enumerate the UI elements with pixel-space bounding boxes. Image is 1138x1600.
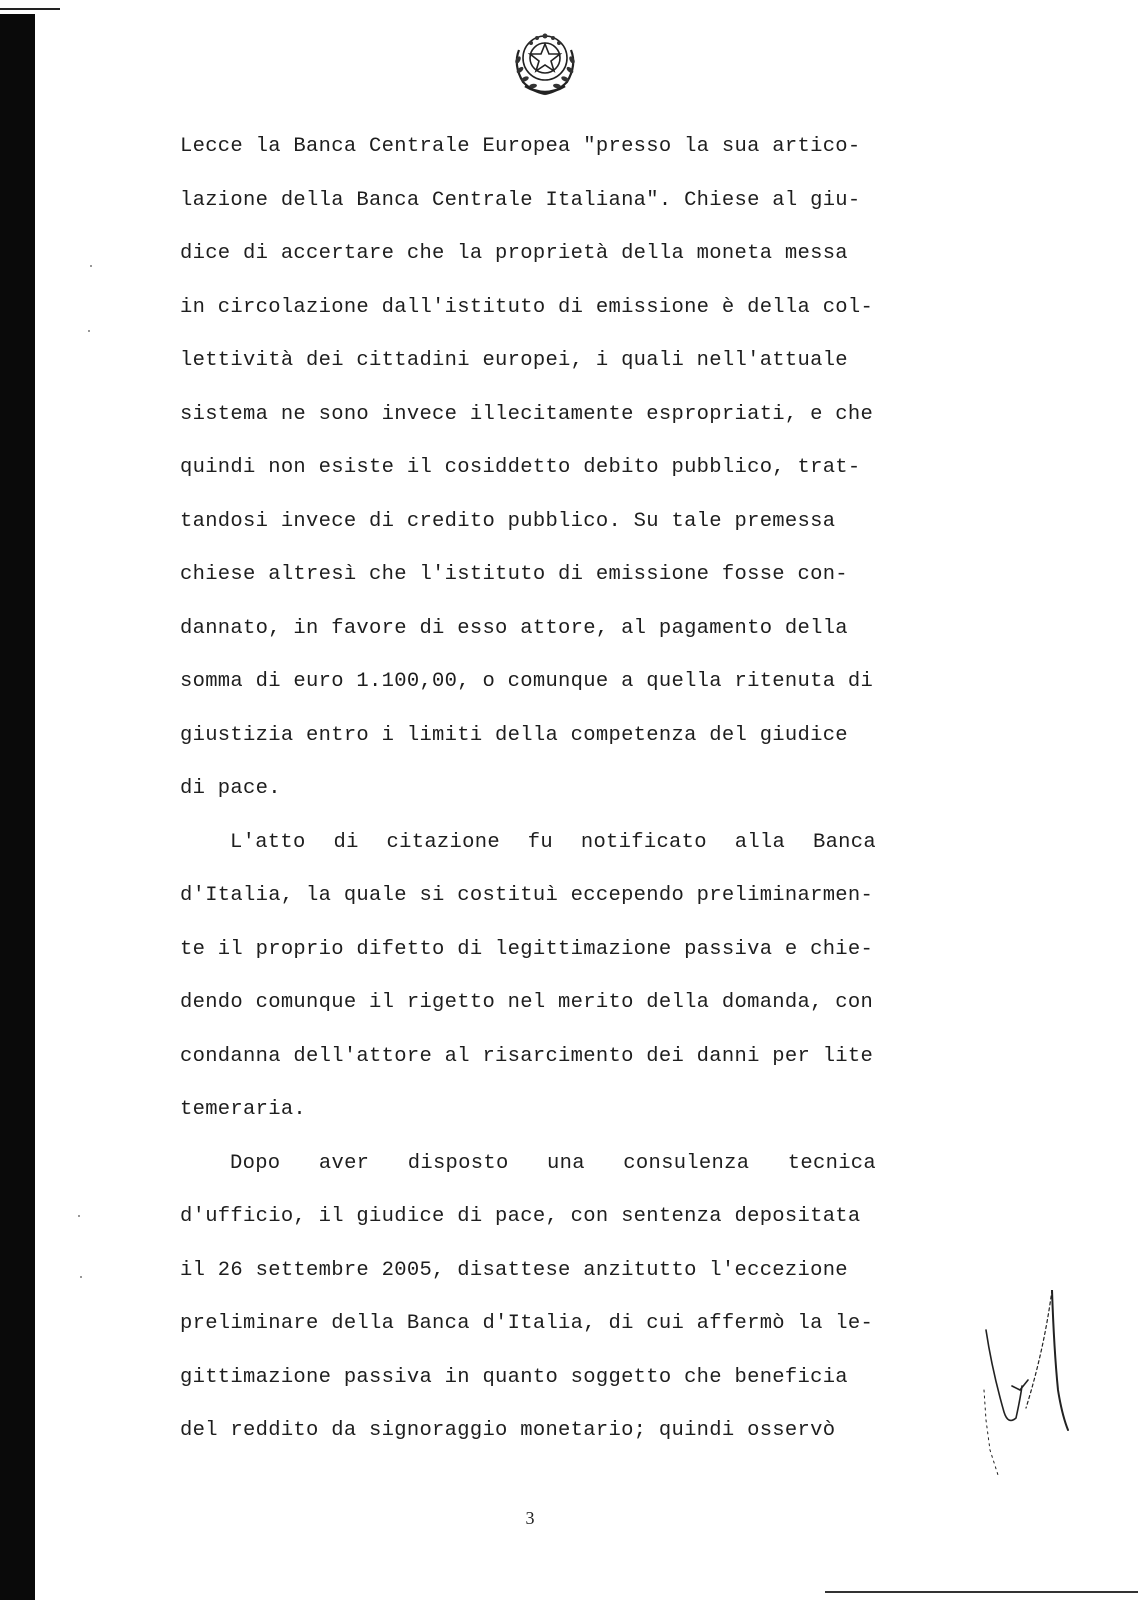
handwritten-initials-icon	[982, 1290, 1102, 1490]
page-number: 3	[525, 1508, 535, 1528]
text-line: quindi non esiste il cosiddetto debito pubblico, trat-	[180, 456, 861, 479]
text-line: temeraria.	[180, 1098, 307, 1121]
text-line: chiese altresì che l'istituto di emissione fosse con-	[180, 563, 848, 586]
scan-edge-top	[0, 8, 60, 10]
document-body	[180, 120, 876, 1458]
text-line: sistema ne sono invece illecitamente espropriati, e che	[180, 402, 874, 426]
text-line-indented: Dopo aver disposto una consulenza tecnica	[230, 1151, 876, 1175]
text-line: Lecce la Banca Centrale Europea "presso la sua artico-	[180, 135, 861, 158]
text-line: somma di euro 1.100,00, o comunque a quella ritenuta di	[180, 670, 874, 693]
text-line-indented: L'atto di citazione fu notificato alla Banca	[230, 830, 876, 854]
scan-speck	[78, 1215, 80, 1217]
text-line: in circolazione dall'istituto di emissione è della col-	[180, 295, 874, 319]
text-line: te il proprio difetto di legittimazione passiva e chie-	[180, 937, 874, 961]
text-line: tandosi invece di credito pubblico. Su tale premessa	[180, 509, 836, 533]
scan-border-left	[0, 14, 35, 1600]
scan-speck	[88, 330, 90, 332]
text-line: lettività dei cittadini europei, i quali nell'attuale	[180, 349, 848, 372]
text-line: d'ufficio, il giudice di pace, con sentenza depositata	[180, 1205, 861, 1228]
text-line: d'Italia, la quale si costituì eccependo preliminarmen-	[180, 884, 874, 907]
scan-speck	[90, 265, 92, 267]
text-line: il 26 settembre 2005, disattese anzitutto l'eccezione	[180, 1258, 848, 1282]
text-line: dannato, in favore di esso attore, al pagamento della	[180, 616, 848, 640]
text-line: del reddito da signoraggio monetario; quindi osservò	[180, 1419, 836, 1442]
text-line: gittimazione passiva in quanto soggetto che beneficia	[180, 1365, 848, 1389]
scan-speck	[80, 1276, 82, 1278]
text-line: lazione della Banca Centrale Italiana". Chiese al giu-	[180, 188, 861, 212]
italian-republic-emblem-icon	[505, 20, 585, 100]
scan-edge-bottom	[825, 1591, 1138, 1593]
text-line: condanna dell'attore al risarcimento dei danni per lite	[180, 1044, 874, 1068]
text-line: dendo comunque il rigetto nel merito della domanda, con	[180, 991, 874, 1014]
text-line: dice di accertare che la proprietà della moneta messa	[180, 242, 848, 265]
text-line: di pace.	[180, 777, 281, 800]
text-line: giustizia entro i limiti della competenza del giudice	[180, 723, 848, 747]
text-line: preliminare della Banca d'Italia, di cui affermò la le-	[180, 1312, 874, 1335]
